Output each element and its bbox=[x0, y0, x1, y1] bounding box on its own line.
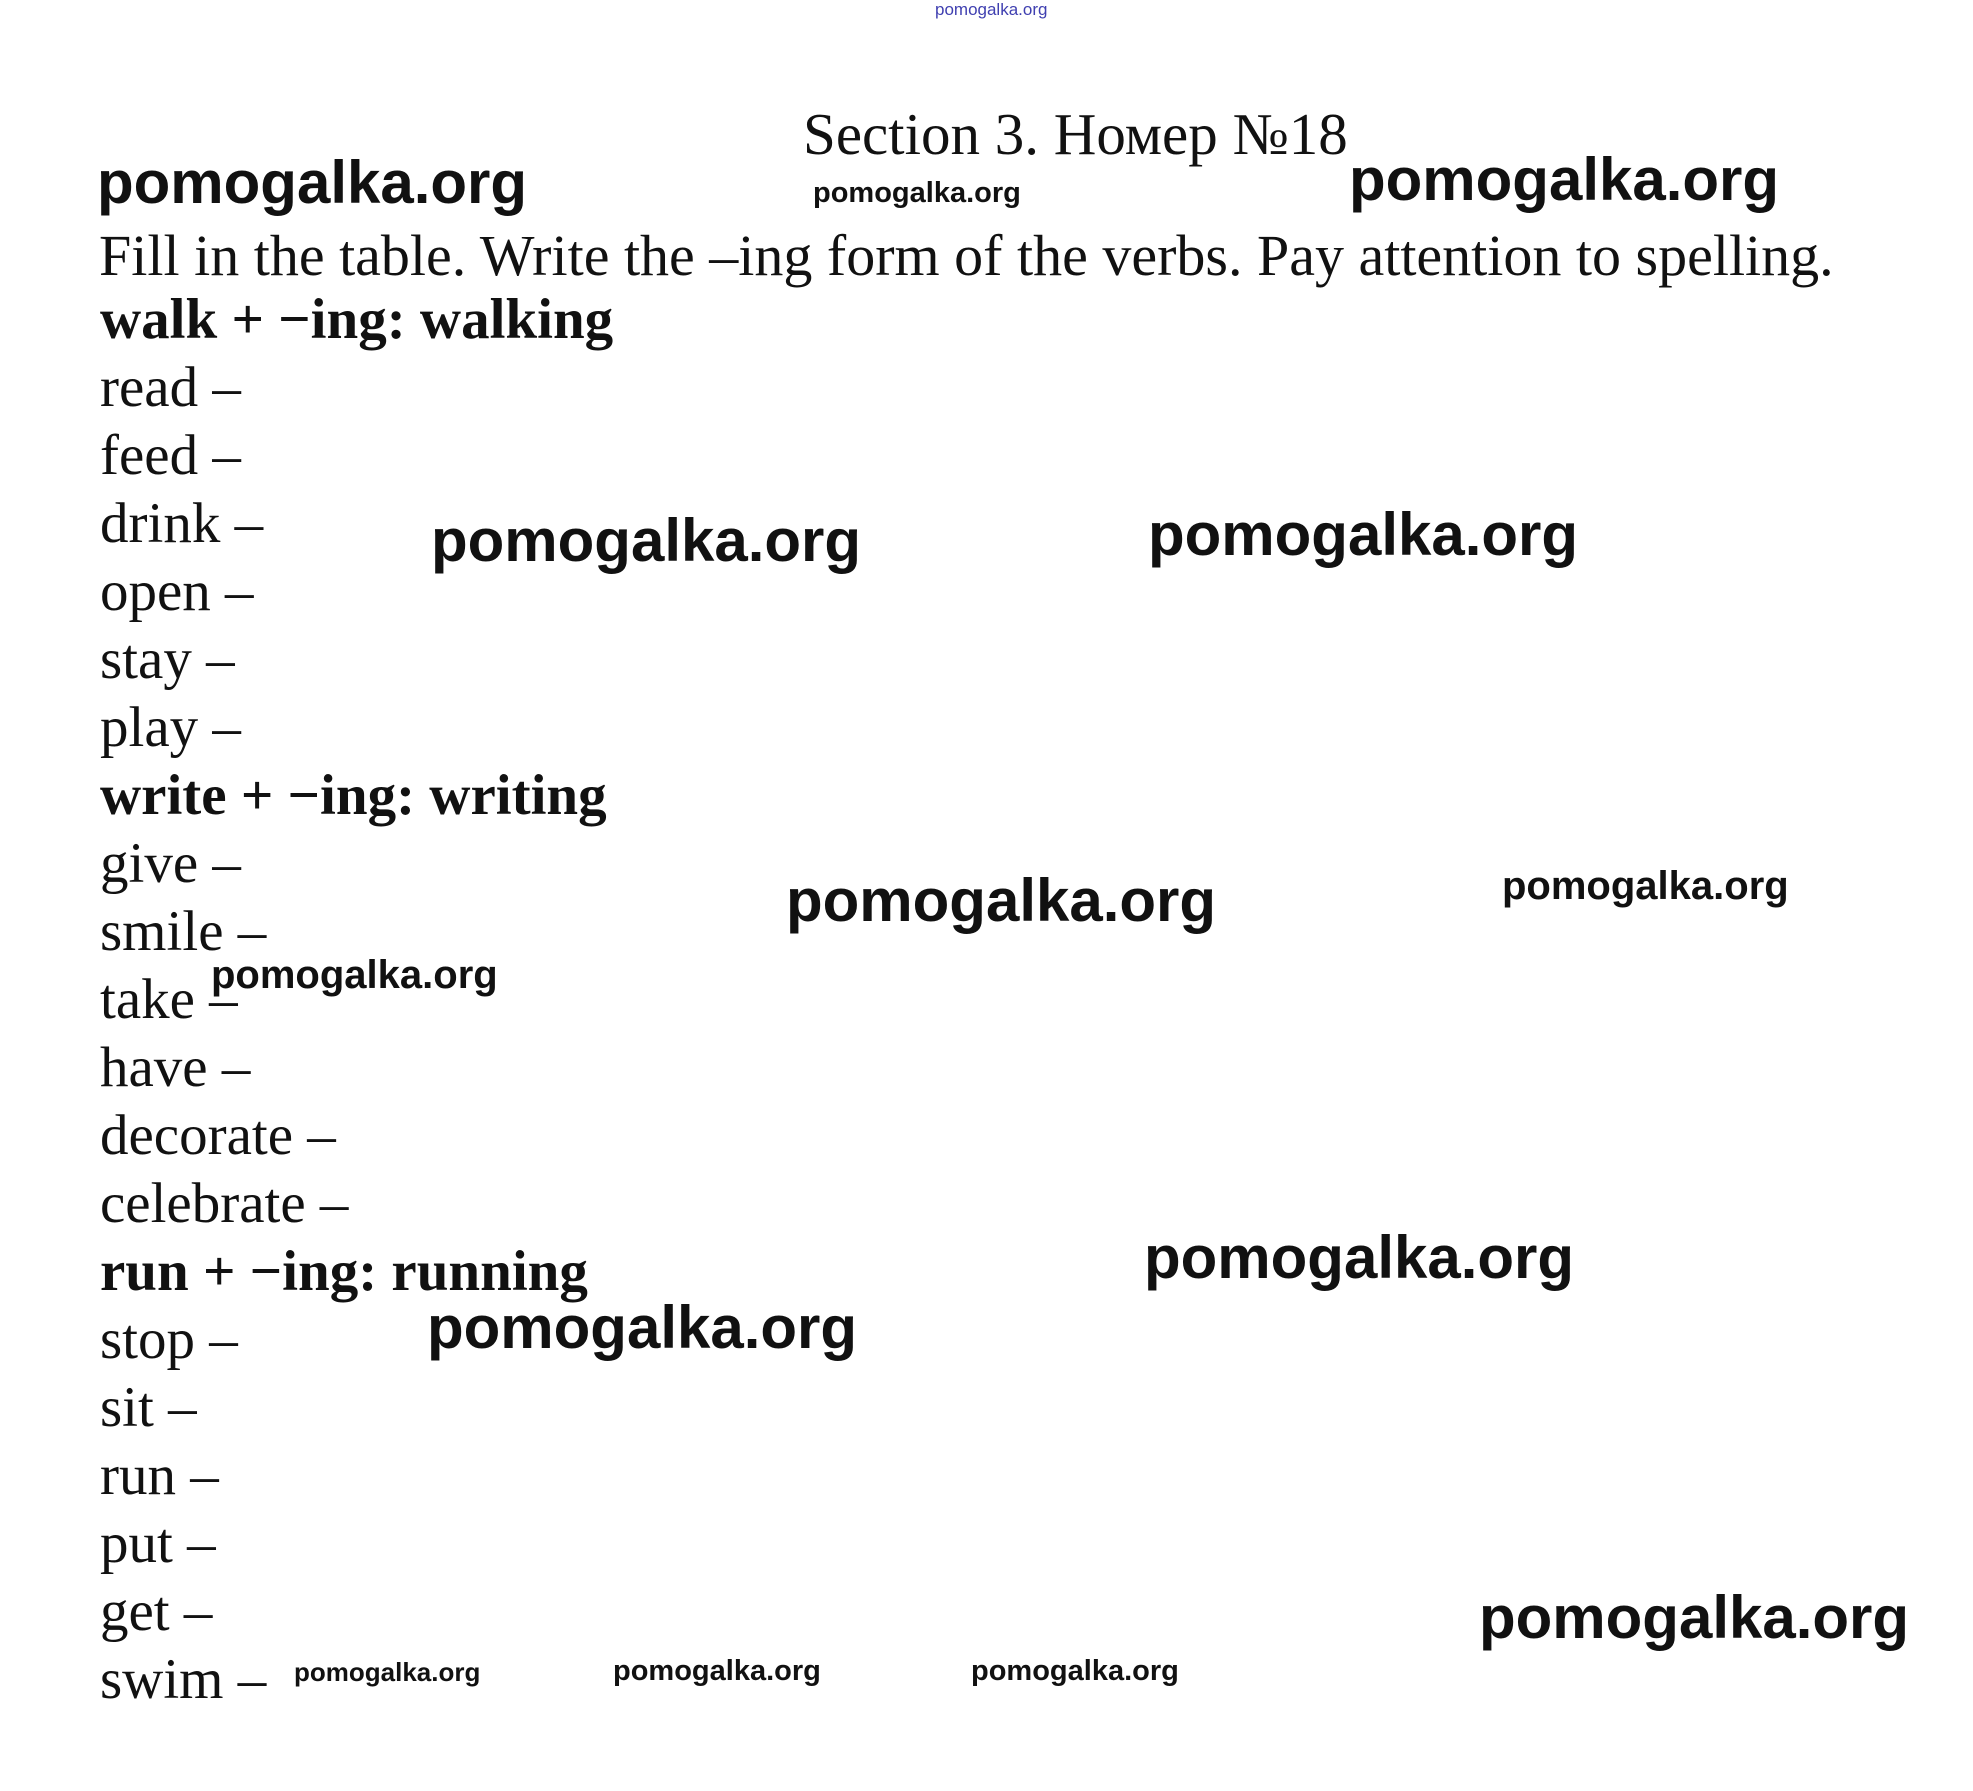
verb-item-put: put – bbox=[100, 1512, 216, 1575]
watermark: pomogalka.org bbox=[431, 507, 862, 574]
verb-item-decorate: decorate – bbox=[100, 1104, 336, 1167]
watermark: pomogalka.org bbox=[1148, 501, 1579, 568]
watermark: pomogalka.org bbox=[427, 1294, 858, 1361]
watermark: pomogalka.org bbox=[971, 1655, 1179, 1687]
verb-item-open: open – bbox=[100, 560, 254, 623]
watermark: pomogalka.org bbox=[613, 1655, 821, 1687]
spelling-rule-write: write + −ing: writing bbox=[100, 764, 607, 827]
verb-item-play: play – bbox=[100, 696, 241, 759]
verb-list bbox=[100, 286, 613, 1714]
page-title: Section 3. Номер №18 bbox=[803, 101, 1348, 167]
watermark: pomogalka.org bbox=[1502, 864, 1789, 908]
watermark: pomogalka.org bbox=[211, 953, 498, 997]
watermark: pomogalka.org bbox=[97, 149, 528, 216]
exercise-instruction: Fill in the table. Write the –ing form of the verbs. Pay attention to spelling. bbox=[99, 223, 1834, 288]
watermark: pomogalka.org bbox=[1349, 146, 1780, 213]
verb-item-take: take – bbox=[100, 968, 238, 1031]
verb-item-run: run – bbox=[100, 1444, 219, 1507]
verb-item-smile: smile – bbox=[100, 900, 267, 963]
spelling-rule-walk: walk + −ing: walking bbox=[100, 288, 614, 351]
verb-item-read: read – bbox=[100, 356, 241, 419]
verb-item-drink: drink – bbox=[100, 492, 264, 555]
watermark: pomogalka.org bbox=[1479, 1584, 1910, 1651]
watermark: pomogalka.org bbox=[786, 867, 1217, 934]
watermark: pomogalka.org bbox=[813, 177, 1021, 209]
site-stamp: pomogalka.org bbox=[935, 0, 1048, 19]
watermark: pomogalka.org bbox=[1144, 1224, 1575, 1291]
verb-item-sit: sit – bbox=[100, 1376, 197, 1439]
verb-item-give: give – bbox=[100, 832, 241, 895]
verb-item-feed: feed – bbox=[100, 424, 241, 487]
verb-item-get: get – bbox=[100, 1580, 213, 1643]
verb-item-swim: swim – bbox=[100, 1648, 267, 1711]
verb-item-have: have – bbox=[100, 1036, 251, 1099]
verb-item-celebrate: celebrate – bbox=[100, 1172, 349, 1235]
spelling-rule-run: run + −ing: running bbox=[100, 1240, 588, 1303]
watermark: pomogalka.org bbox=[294, 1657, 481, 1687]
verb-item-stop: stop – bbox=[100, 1308, 238, 1371]
verb-item-stay: stay – bbox=[100, 628, 235, 691]
